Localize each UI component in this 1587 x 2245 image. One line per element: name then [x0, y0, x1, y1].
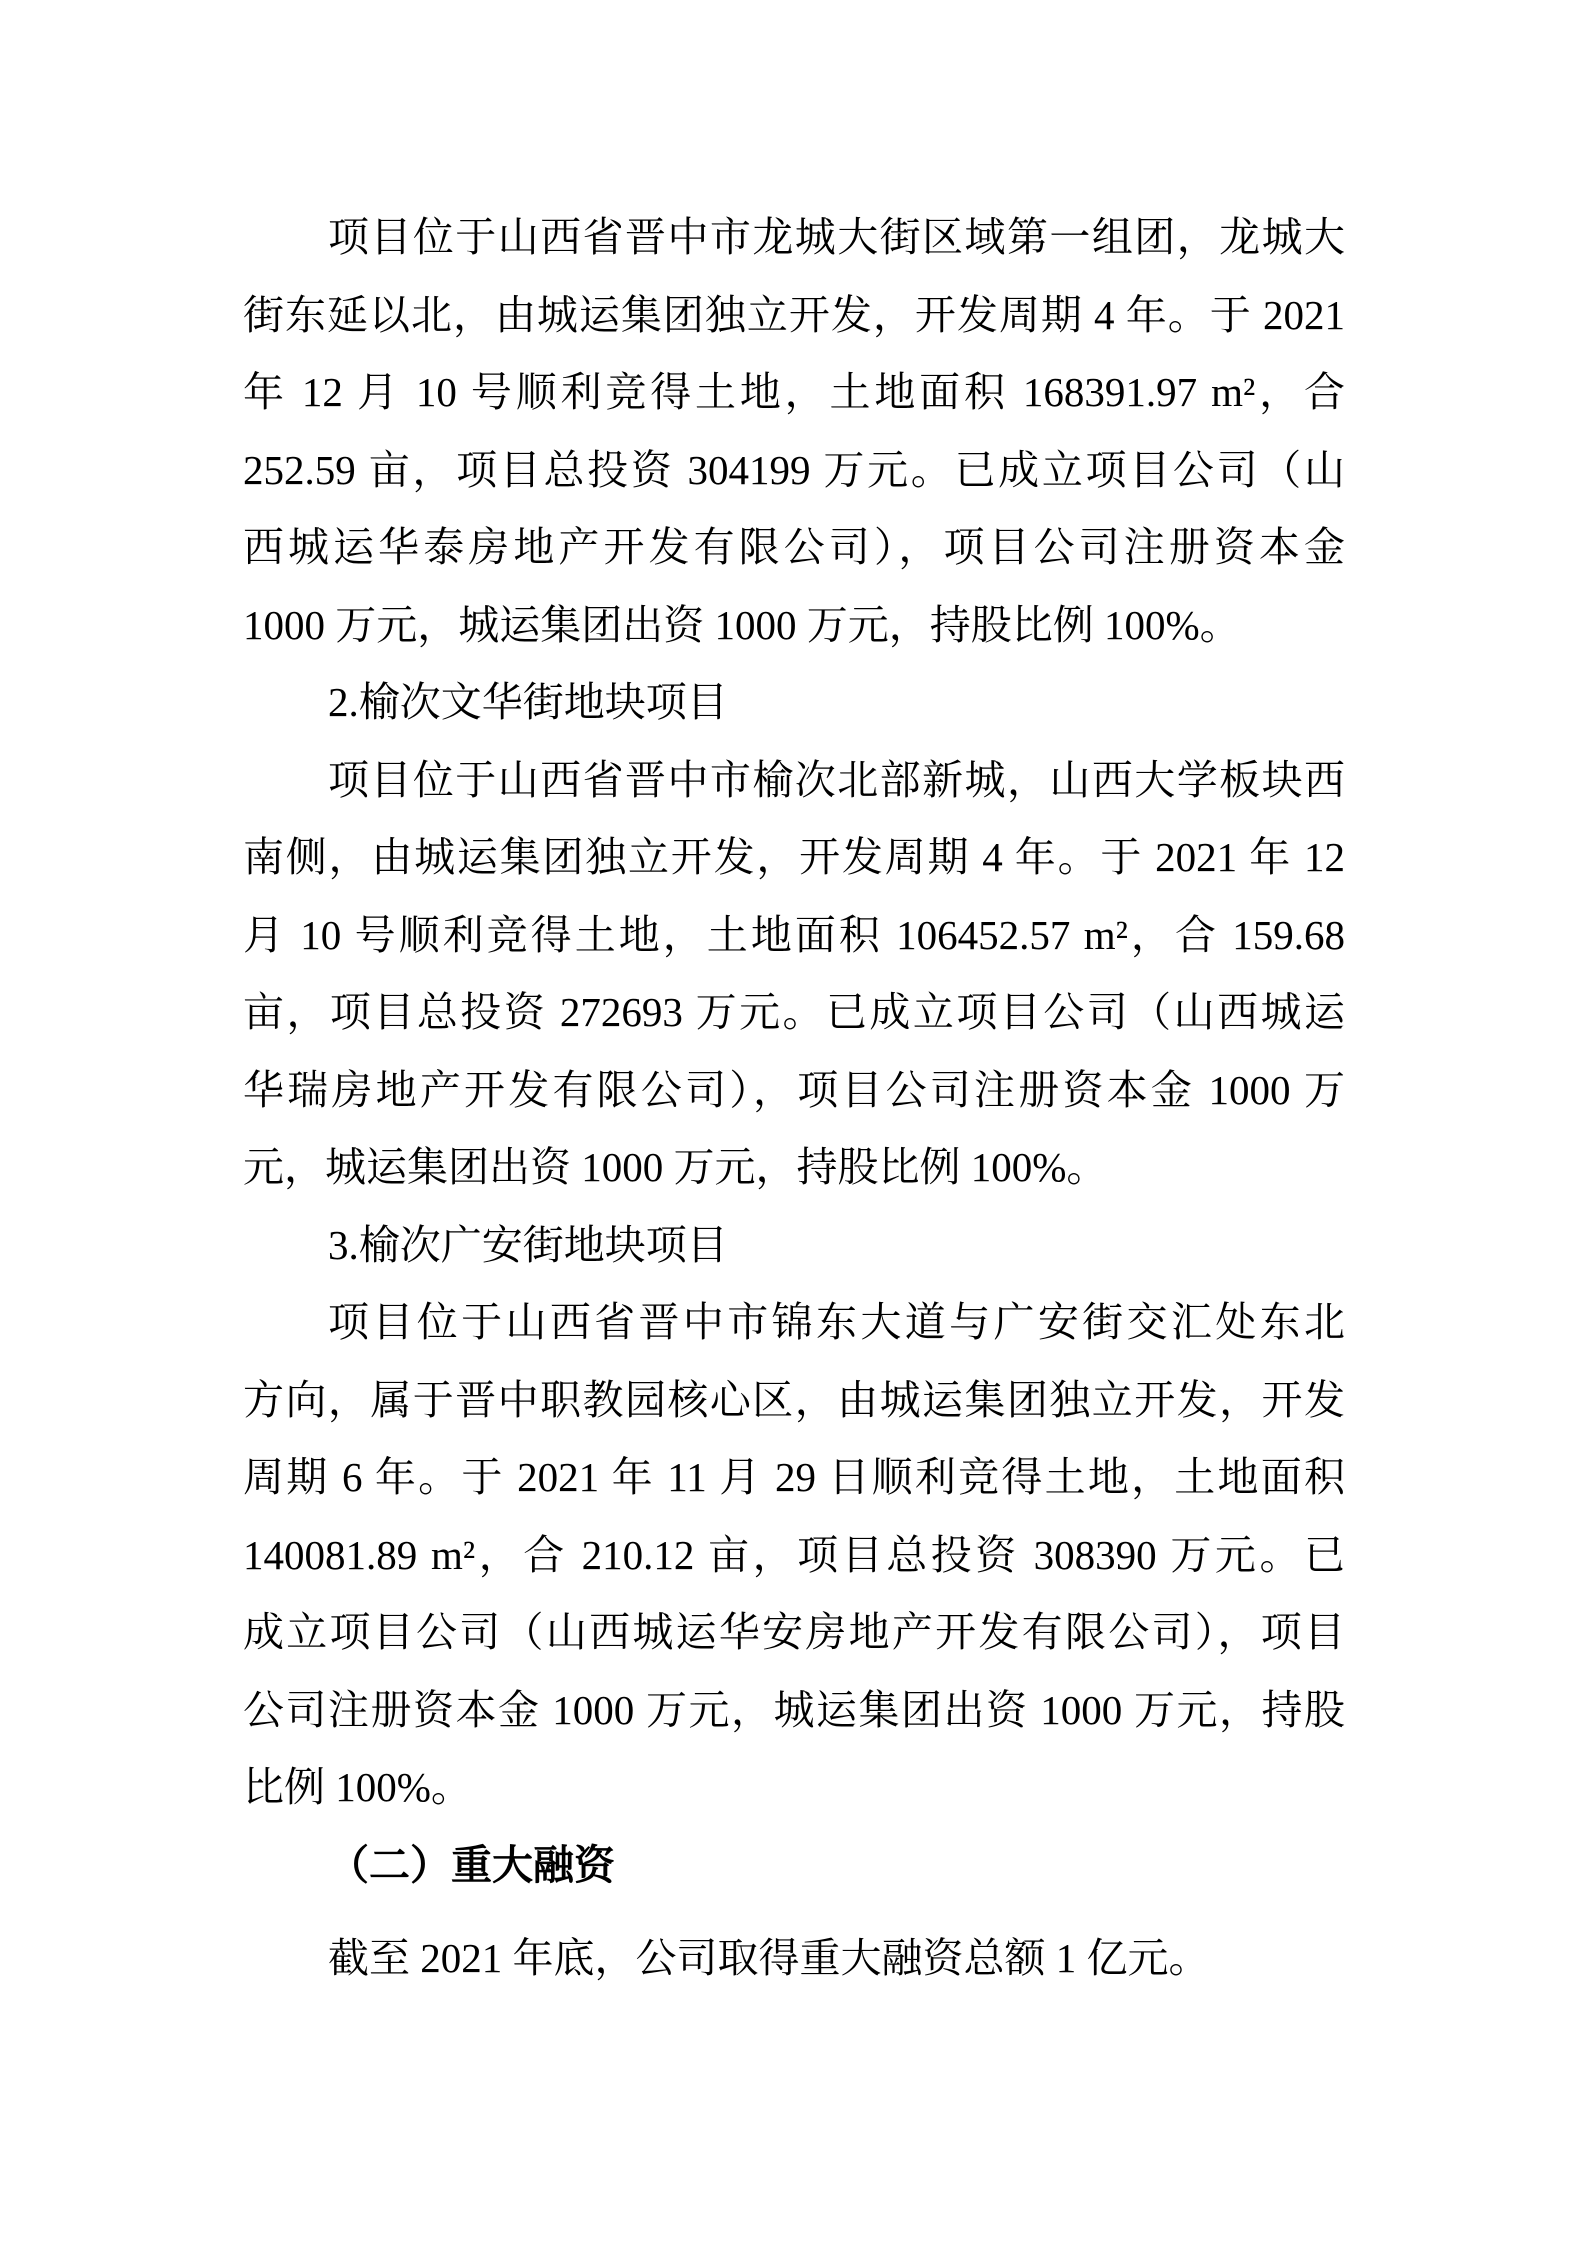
text-line: 项目位于山西省晋中市龙城大街区域第一组团，龙城大	[328, 214, 1345, 260]
project-2-heading	[243, 664, 1345, 742]
text-line: 1000 万元，城运集团出资 1000 万元，持股比例 100%。	[243, 601, 1241, 648]
text-line: 140081.89 m²，合 210.12 亩，项目总投资 308390 万元。已	[243, 1531, 1345, 1578]
text-line: 公司注册资本金 1000 万元，城运集团出资 1000 万元，持股	[243, 1686, 1345, 1733]
project-3-details	[243, 1284, 1345, 1827]
text-line: 西城运华泰房地产开发有限公司），项目公司注册资本金	[243, 524, 1345, 570]
text-line: 华瑞房地产开发有限公司），项目公司注册资本金 1000 万	[243, 1066, 1345, 1113]
text-line: 项目位于山西省晋中市榆次北部新城，山西大学板块西	[328, 756, 1345, 803]
project-1-details	[243, 199, 1345, 664]
text-line: 成立项目公司（山西城运华安房地产开发有限公司），项目	[243, 1609, 1345, 1655]
text-line: 元，城运集团出资 1000 万元，持股比例 100%。	[243, 1144, 1108, 1190]
project-2-details	[243, 742, 1345, 1207]
text-line: 年 12 月 10 号顺利竞得土地，土地面积 168391.97 m²，合	[243, 369, 1345, 415]
financing-summary	[243, 1920, 1345, 1998]
text-line: 周期 6 年。于 2021 年 11 月 29 日顺利竞得土地，土地面积	[243, 1454, 1345, 1500]
document-text-block	[243, 199, 1345, 1998]
text-line: 亩，项目总投资 272693 万元。已成立项目公司（山西城运	[243, 989, 1345, 1035]
text-line: 月 10 号顺利竞得土地，土地面积 106452.57 m²，合 159.68	[243, 911, 1345, 958]
text-line: 方向，属于晋中职教园核心区，由城运集团独立开发，开发	[243, 1376, 1345, 1423]
text-line: 项目位于山西省晋中市锦东大道与广安街交汇处东北	[328, 1299, 1345, 1345]
text-line: 比例 100%。	[243, 1764, 472, 1810]
text-line: 街东延以北，由城运集团独立开发，开发周期 4 年。于 2021	[243, 291, 1345, 338]
section-2-heading	[243, 1827, 1345, 1905]
project-2-heading-line: 2.榆次文华街地块项目	[328, 679, 728, 725]
text-line: 南侧，由城运集团独立开发，开发周期 4 年。于 2021 年 12	[243, 834, 1345, 880]
text-line: 截至 2021 年底，公司取得重大融资总额 1 亿元。	[328, 1935, 1210, 1981]
text-line: 252.59 亩，项目总投资 304199 万元。已成立项目公司（山	[243, 446, 1345, 493]
project-3-heading-line: 3.榆次广安街地块项目	[328, 1221, 728, 1268]
project-3-heading	[243, 1207, 1345, 1285]
section-heading-line: （二）重大融资	[328, 1841, 615, 1888]
